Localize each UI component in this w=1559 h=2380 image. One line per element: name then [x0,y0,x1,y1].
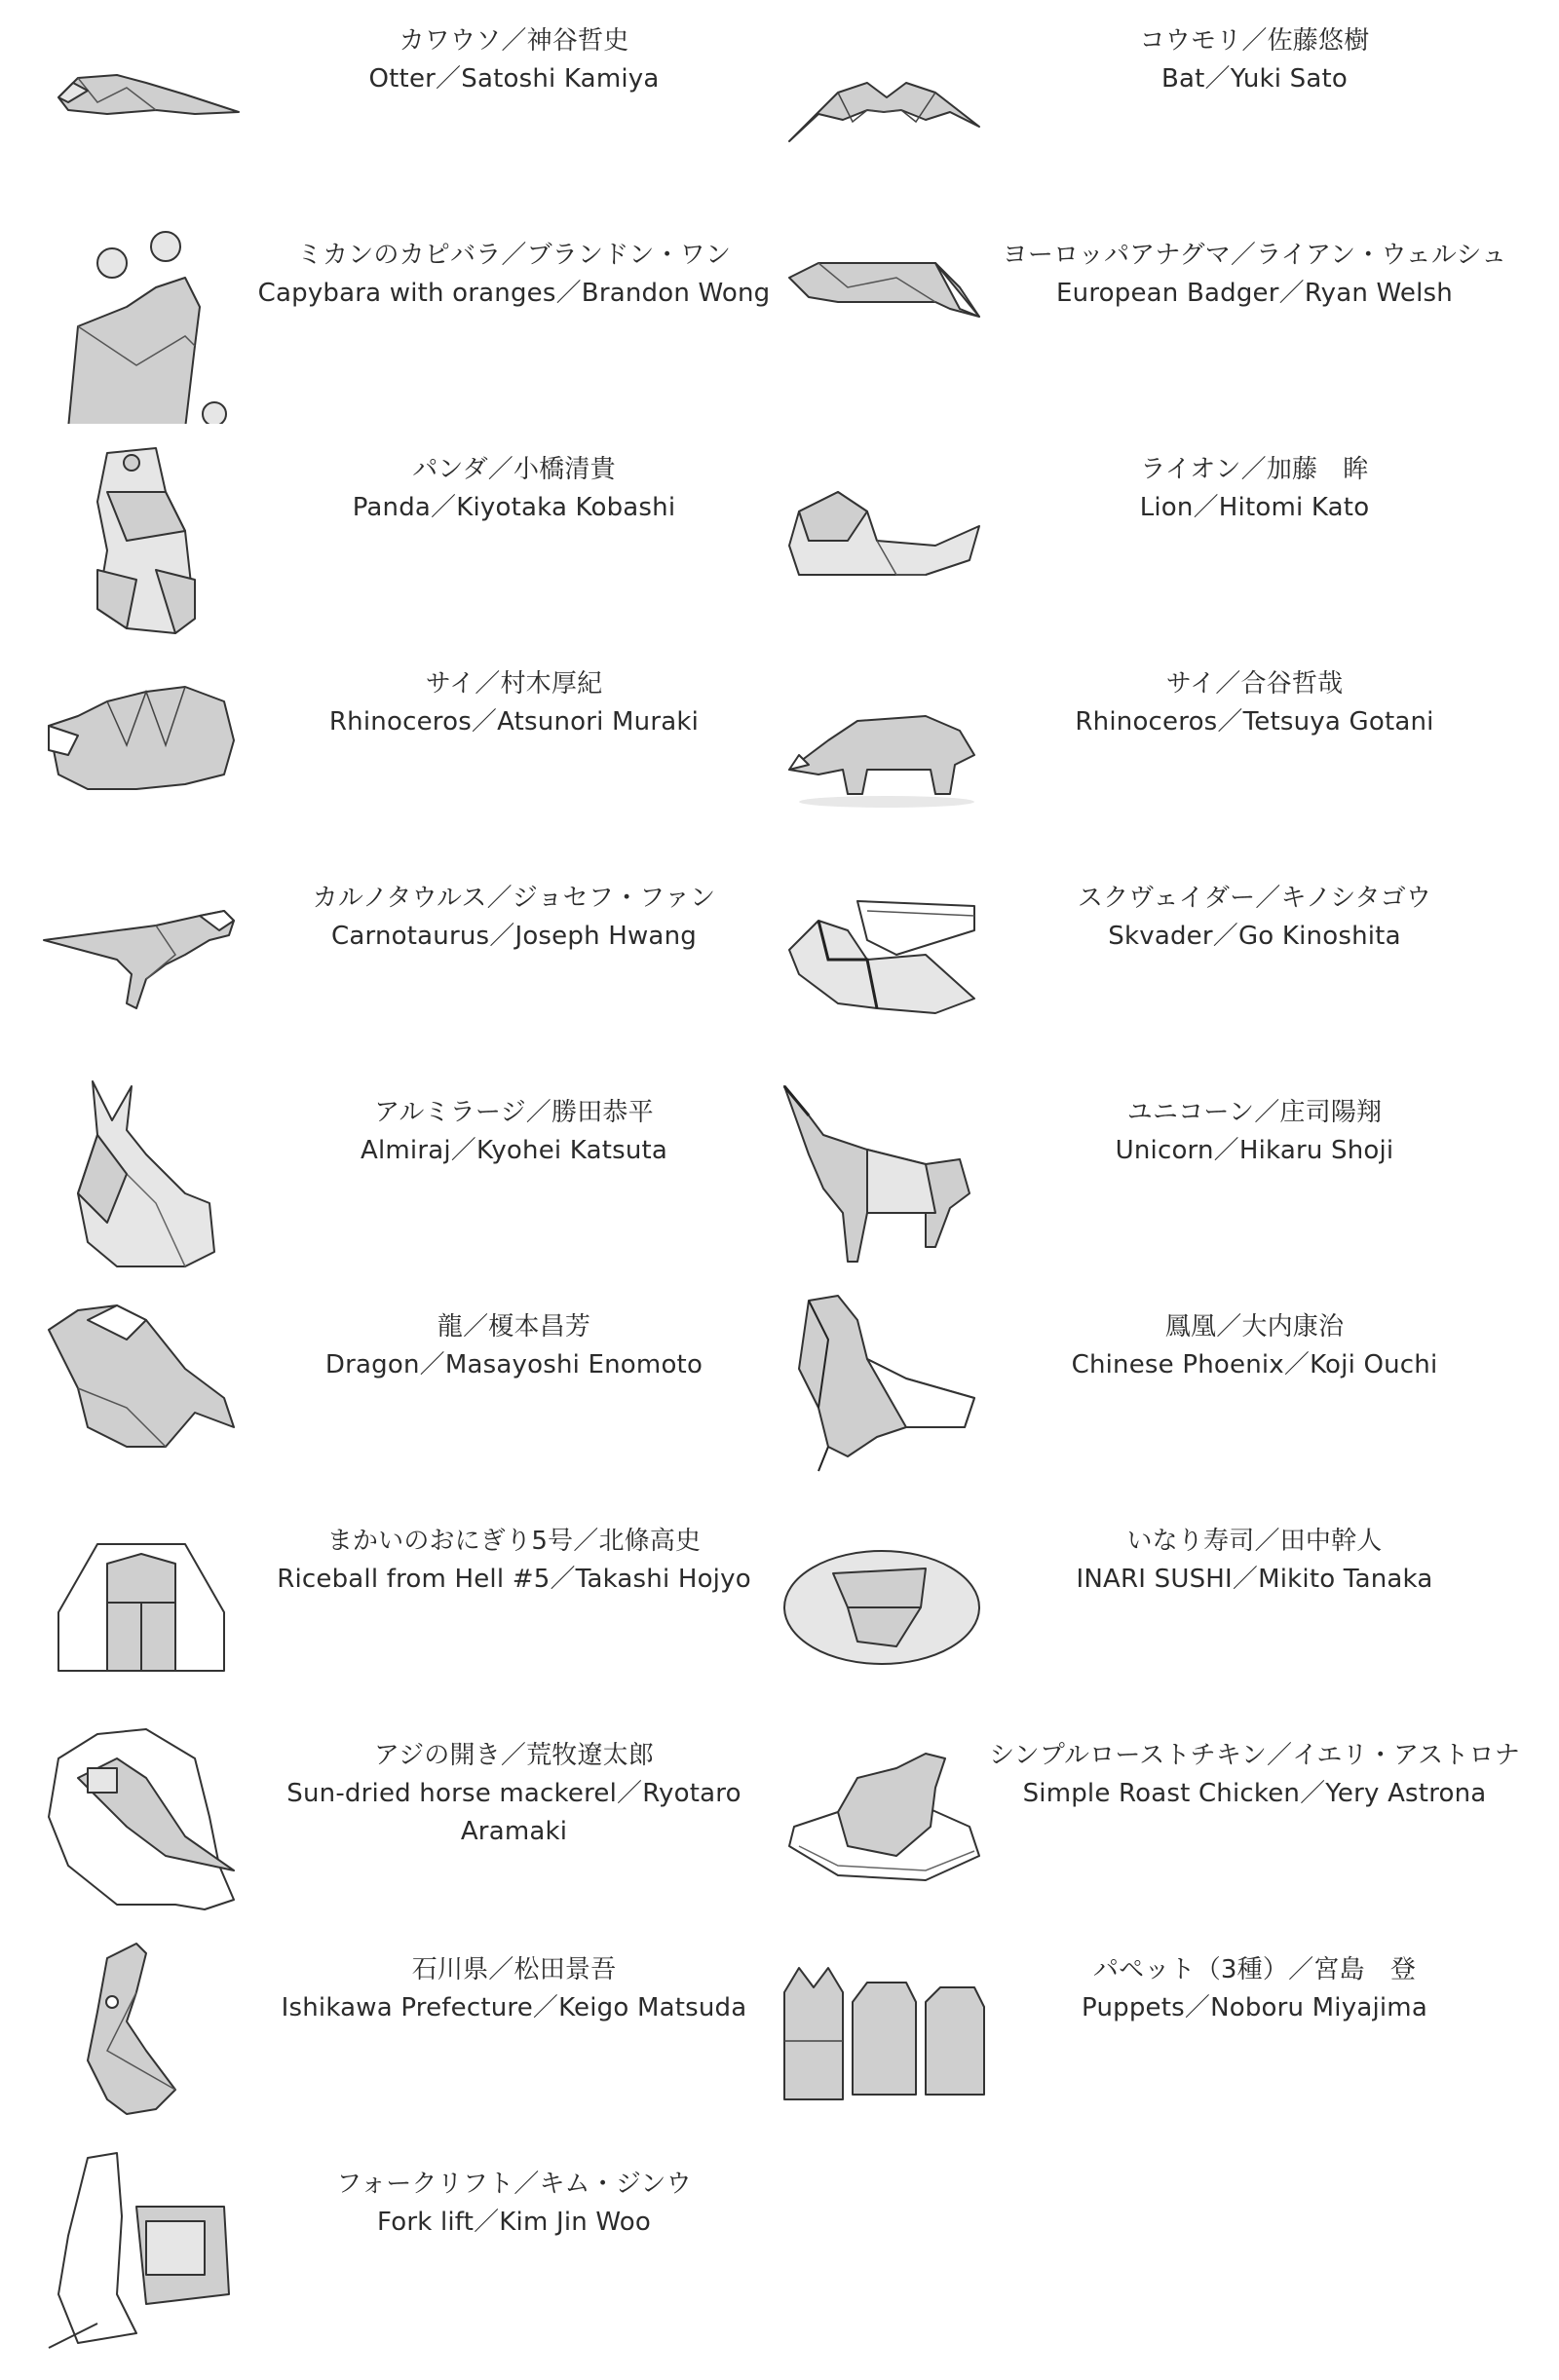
artwork-item [39,434,780,638]
artwork-title-en: Rhinoceros／Tetsuya Gotani [1075,707,1434,737]
artwork-title-jp: ライオン／加藤 眸 [1140,455,1369,484]
badger-icon [780,219,989,424]
ishikawa-icon [39,1934,248,2138]
artwork-item [39,2148,780,2353]
artwork-caption [989,237,1520,313]
artwork-title-jp: ミカンのカピバラ／ブランドン・ワン [296,241,732,270]
rhinoceros-icon [39,648,248,852]
artwork-caption [989,1094,1520,1170]
artwork-item [39,648,780,852]
artwork-title-jp: カルノタウルス／ジョセフ・ファン [312,884,716,913]
artwork-title-en: Skvader／Go Kinoshita [1108,922,1401,951]
artwork-caption [989,1951,1520,2027]
artwork-item [39,1934,780,2138]
artwork-title-jp: パンダ／小橋清貴 [412,455,616,484]
artwork-title-en: Ishikawa Prefecture／Keigo Matsuda [281,1993,747,2022]
artwork-item [39,1291,780,1495]
dragon-icon [39,1291,248,1495]
artwork-title-jp: まかいのおにぎり5号／北條高史 [326,1527,702,1556]
artwork-title-en: Rhinoceros／Atsunori Muraki [328,707,700,737]
panda-icon [39,434,248,638]
phoenix-icon [780,1291,989,1495]
almiraj-icon [39,1077,248,1281]
artwork-caption [248,1308,780,1384]
artwork-title-jp: コウモリ／佐藤悠樹 [1139,26,1370,56]
artwork-title-jp: ヨーロッパアナグマ／ライアン・ウェルシュ [1002,241,1507,270]
artwork-item [780,648,1520,852]
artwork-item [780,1077,1520,1281]
artwork-item [780,5,1520,209]
forklift-icon [39,2148,248,2353]
artwork-caption [248,2166,780,2242]
artwork-title-en: Chinese Phoenix／Koji Ouchi [1071,1350,1438,1379]
artwork-caption [989,22,1520,98]
artwork-title-en: Capybara with oranges／Brandon Wong [257,279,771,308]
artwork-item [39,1077,780,1281]
artwork-title-jp: シンプルローストチキン／イエリ・アストロナ [989,1741,1520,1770]
artwork-title-en: Bat／Yuki Sato [1160,64,1349,94]
rhinoceros-standing-icon [780,648,989,852]
capybara-icon [39,219,248,424]
artwork-title-jp: スクヴェイダー／キノシタゴウ [1077,884,1432,913]
artwork-caption [248,1951,780,2027]
artwork-caption [989,1737,1520,1813]
horse-mackerel-icon [39,1719,248,1924]
artwork-title-en: Dragon／Masayoshi Enomoto [324,1350,703,1379]
artwork-item [39,1505,780,1710]
artwork-item [780,1934,1520,2138]
artwork-title-en: Puppets／Noboru Miyajima [1082,1993,1427,2022]
artwork-item [780,434,1520,638]
artwork-caption [248,880,780,956]
artwork-item [39,5,780,209]
artwork-caption [989,665,1520,741]
artwork-item [39,219,780,424]
artwork-title-en: Riceball from Hell #5／Takashi Hojyo [277,1565,751,1594]
skvader-icon [780,862,989,1067]
artwork-title-jp: 鳳凰／大内康治 [1164,1312,1345,1341]
artwork-title-en: Sun-dried horse mackerel／Ryotaro Aramaki [286,1779,741,1846]
artwork-title-en: Simple Roast Chicken／Yery Astrona [1022,1779,1487,1808]
artwork-caption [248,237,780,313]
artwork-title-jp: ユニコーン／庄司陽翔 [1126,1098,1383,1127]
puppets-icon [780,1934,989,2138]
artwork-title-en: Carnotaurus／Joseph Hwang [331,922,697,951]
bat-icon [780,5,989,209]
artwork-item [780,1719,1520,1924]
artwork-caption [248,1094,780,1170]
roast-chicken-icon [780,1719,989,1924]
artwork-caption [248,1523,780,1599]
artwork-item [780,1505,1520,1710]
artwork-title-en: Unicorn／Hikaru Shoji [1115,1136,1394,1165]
artwork-title-en: Fork lift／Kim Jin Woo [377,2208,651,2237]
artwork-item [39,862,780,1067]
artwork-caption [248,451,780,527]
artwork-title-jp: 石川県／松田景吾 [411,1955,617,1984]
artwork-caption [989,880,1520,956]
artwork-item [39,1719,780,1924]
artwork-title-en: Otter／Satoshi Kamiya [368,64,660,94]
artwork-title-jp: アルミラージ／勝田恭平 [374,1098,654,1127]
artwork-title-jp: サイ／合谷哲哉 [1165,669,1344,699]
artwork-item [780,862,1520,1067]
artwork-caption [989,451,1520,527]
artwork-title-jp: サイ／村木厚紀 [425,669,603,699]
artwork-caption [248,665,780,741]
artwork-caption [248,1737,780,1851]
artwork-item [780,1291,1520,1495]
artwork-item [780,219,1520,424]
artwork-title-jp: いなり寿司／田中幹人 [1126,1527,1383,1556]
inari-sushi-icon [780,1505,989,1710]
unicorn-icon [780,1077,989,1281]
artwork-caption [248,22,780,98]
riceball-icon [39,1505,248,1710]
otter-icon [39,5,248,209]
artwork-title-jp: フォークリフト／キム・ジンウ [336,2170,692,2199]
artwork-title-en: INARI SUSHI／Mikito Tanaka [1076,1565,1433,1594]
artwork-title-en: European Badger／Ryan Welsh [1056,279,1453,308]
artwork-caption [989,1308,1520,1384]
artwork-caption [989,1523,1520,1599]
artwork-title-en: Lion／Hitomi Kato [1139,493,1370,522]
artwork-title-jp: 龍／榎本昌芳 [437,1312,591,1341]
carnotaurus-icon [39,862,248,1067]
artwork-title-jp: カワウソ／神谷哲史 [399,26,629,56]
artwork-title-jp: パペット（3種）／宮島 登 [1092,1955,1417,1984]
artwork-title-en: Almiraj／Kyohei Katsuta [360,1136,668,1165]
artwork-title-jp: アジの開き／荒牧遼太郎 [373,1741,655,1770]
lion-icon [780,434,989,638]
artwork-title-en: Panda／Kiyotaka Kobashi [352,493,676,522]
